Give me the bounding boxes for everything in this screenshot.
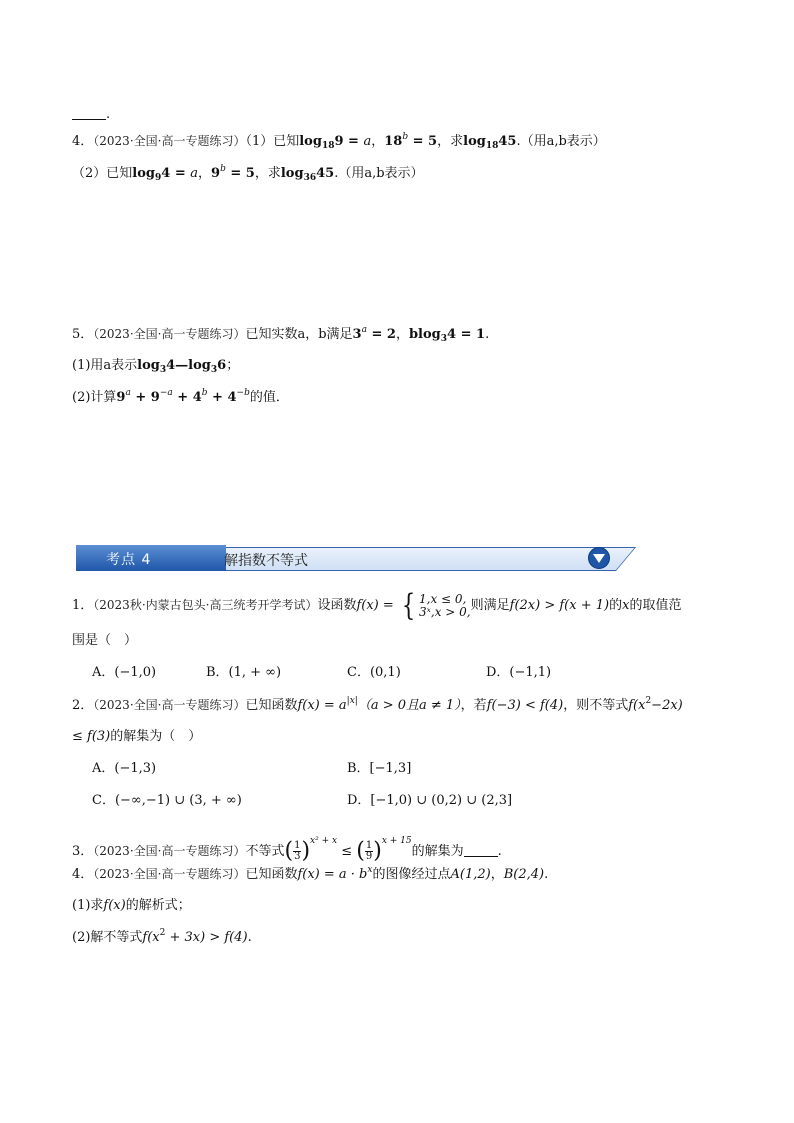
fraction-one-ninth: $\frac{1}{9}$	[365, 840, 373, 862]
section-header	[76, 545, 614, 571]
answer-blank	[464, 844, 498, 857]
answer-blank	[72, 107, 106, 120]
piecewise-function: { 1,x ≤ 0, 3ˣ,x > 0,	[401, 587, 471, 623]
problem-1-option-b[interactable]: B．(1, + ∞)	[206, 665, 282, 680]
problem-2-option-c[interactable]: C．(−∞,−1) ∪ (3, + ∞)	[92, 793, 242, 808]
question-5-part2: (2)计算$9^a + 9^{-a} + 4^b + 4^{-b}$的值．	[72, 388, 289, 405]
problem-2-option-d[interactable]: D．[−1,0) ∪ (0,2) ∪ (2,3]	[347, 793, 513, 808]
problem-1-option-a[interactable]: A．(−1,0)	[92, 665, 157, 680]
problem-3: 3．（2023·全国·高一专题练习）不等式( $\frac{1}{3}$ )$^{x^2 + x}$ ≤ ( $\frac{1}{9}$ )$^{x + 15}$的解集为 .	[72, 836, 502, 864]
problem-1-option-d[interactable]: D．(−1,1)	[486, 665, 552, 680]
problem-4-part1: (1)求f(x)的解析式；	[72, 898, 191, 913]
answer-blank-line: .	[72, 106, 110, 124]
problem-1: 1．（2023秋·内蒙古包头·高三统考开学考试）设函数f(x) = { 1,x ≤ 0, 3ˣ,x > 0, 则满足f(2x) > f(x + 1)的x的取值范	[72, 587, 682, 623]
fraction-one-third: $\frac{1}{3}$	[294, 840, 301, 862]
question-4-part1: 4．（2023·全国·高一专题练习）（1）已知$\log_{18}9 = a$，$18^b = 5$，求$\log_{18}45$.（用a,b表示）	[72, 132, 606, 151]
problem-2: 2．（2023·全国·高一专题练习）已知函数$f(x) = a^{|x|}(a > 0$且a ≠ 1），若f(−3) < f(4)，则不等式$f(x^2-2x)$	[72, 696, 683, 713]
problem-4-part2: (2)解不等式$f(x^2 + 3x) > f(4)$.	[72, 928, 252, 945]
question-4-part2: （2）已知$\log_94 = a$，$9^b = 5$，求$\log_{36}45$.（用a,b表示）	[72, 164, 424, 183]
problem-2-option-b[interactable]: B．[−1,3]	[347, 761, 412, 776]
problem-1-option-c[interactable]: C．(0,1)	[347, 665, 401, 680]
problem-4: 4．（2023·全国·高一专题练习）已知函数$f(x) = a \cdot b^x$的图像经过点A(1,2)，B(2,4).	[72, 865, 549, 882]
question-5-part1: (1)用a表示$\log_34—\log_36$；	[72, 358, 240, 375]
question-5: 5．（2023·全国·高一专题练习）已知实数a，b满足$3^a = 2$，blog$_3$4 = 1.	[72, 325, 490, 344]
chevron-down-icon[interactable]	[588, 547, 610, 569]
section-tag: 考点 4	[106, 552, 152, 568]
problem-2-line2: ≤ f(3)的解集为（ ）	[72, 729, 202, 744]
section-title: 解指数不等式	[224, 553, 308, 569]
problem-1-line2: 围是（ ）	[72, 633, 138, 648]
problem-2-option-a[interactable]: A．(−1,3)	[92, 761, 157, 776]
